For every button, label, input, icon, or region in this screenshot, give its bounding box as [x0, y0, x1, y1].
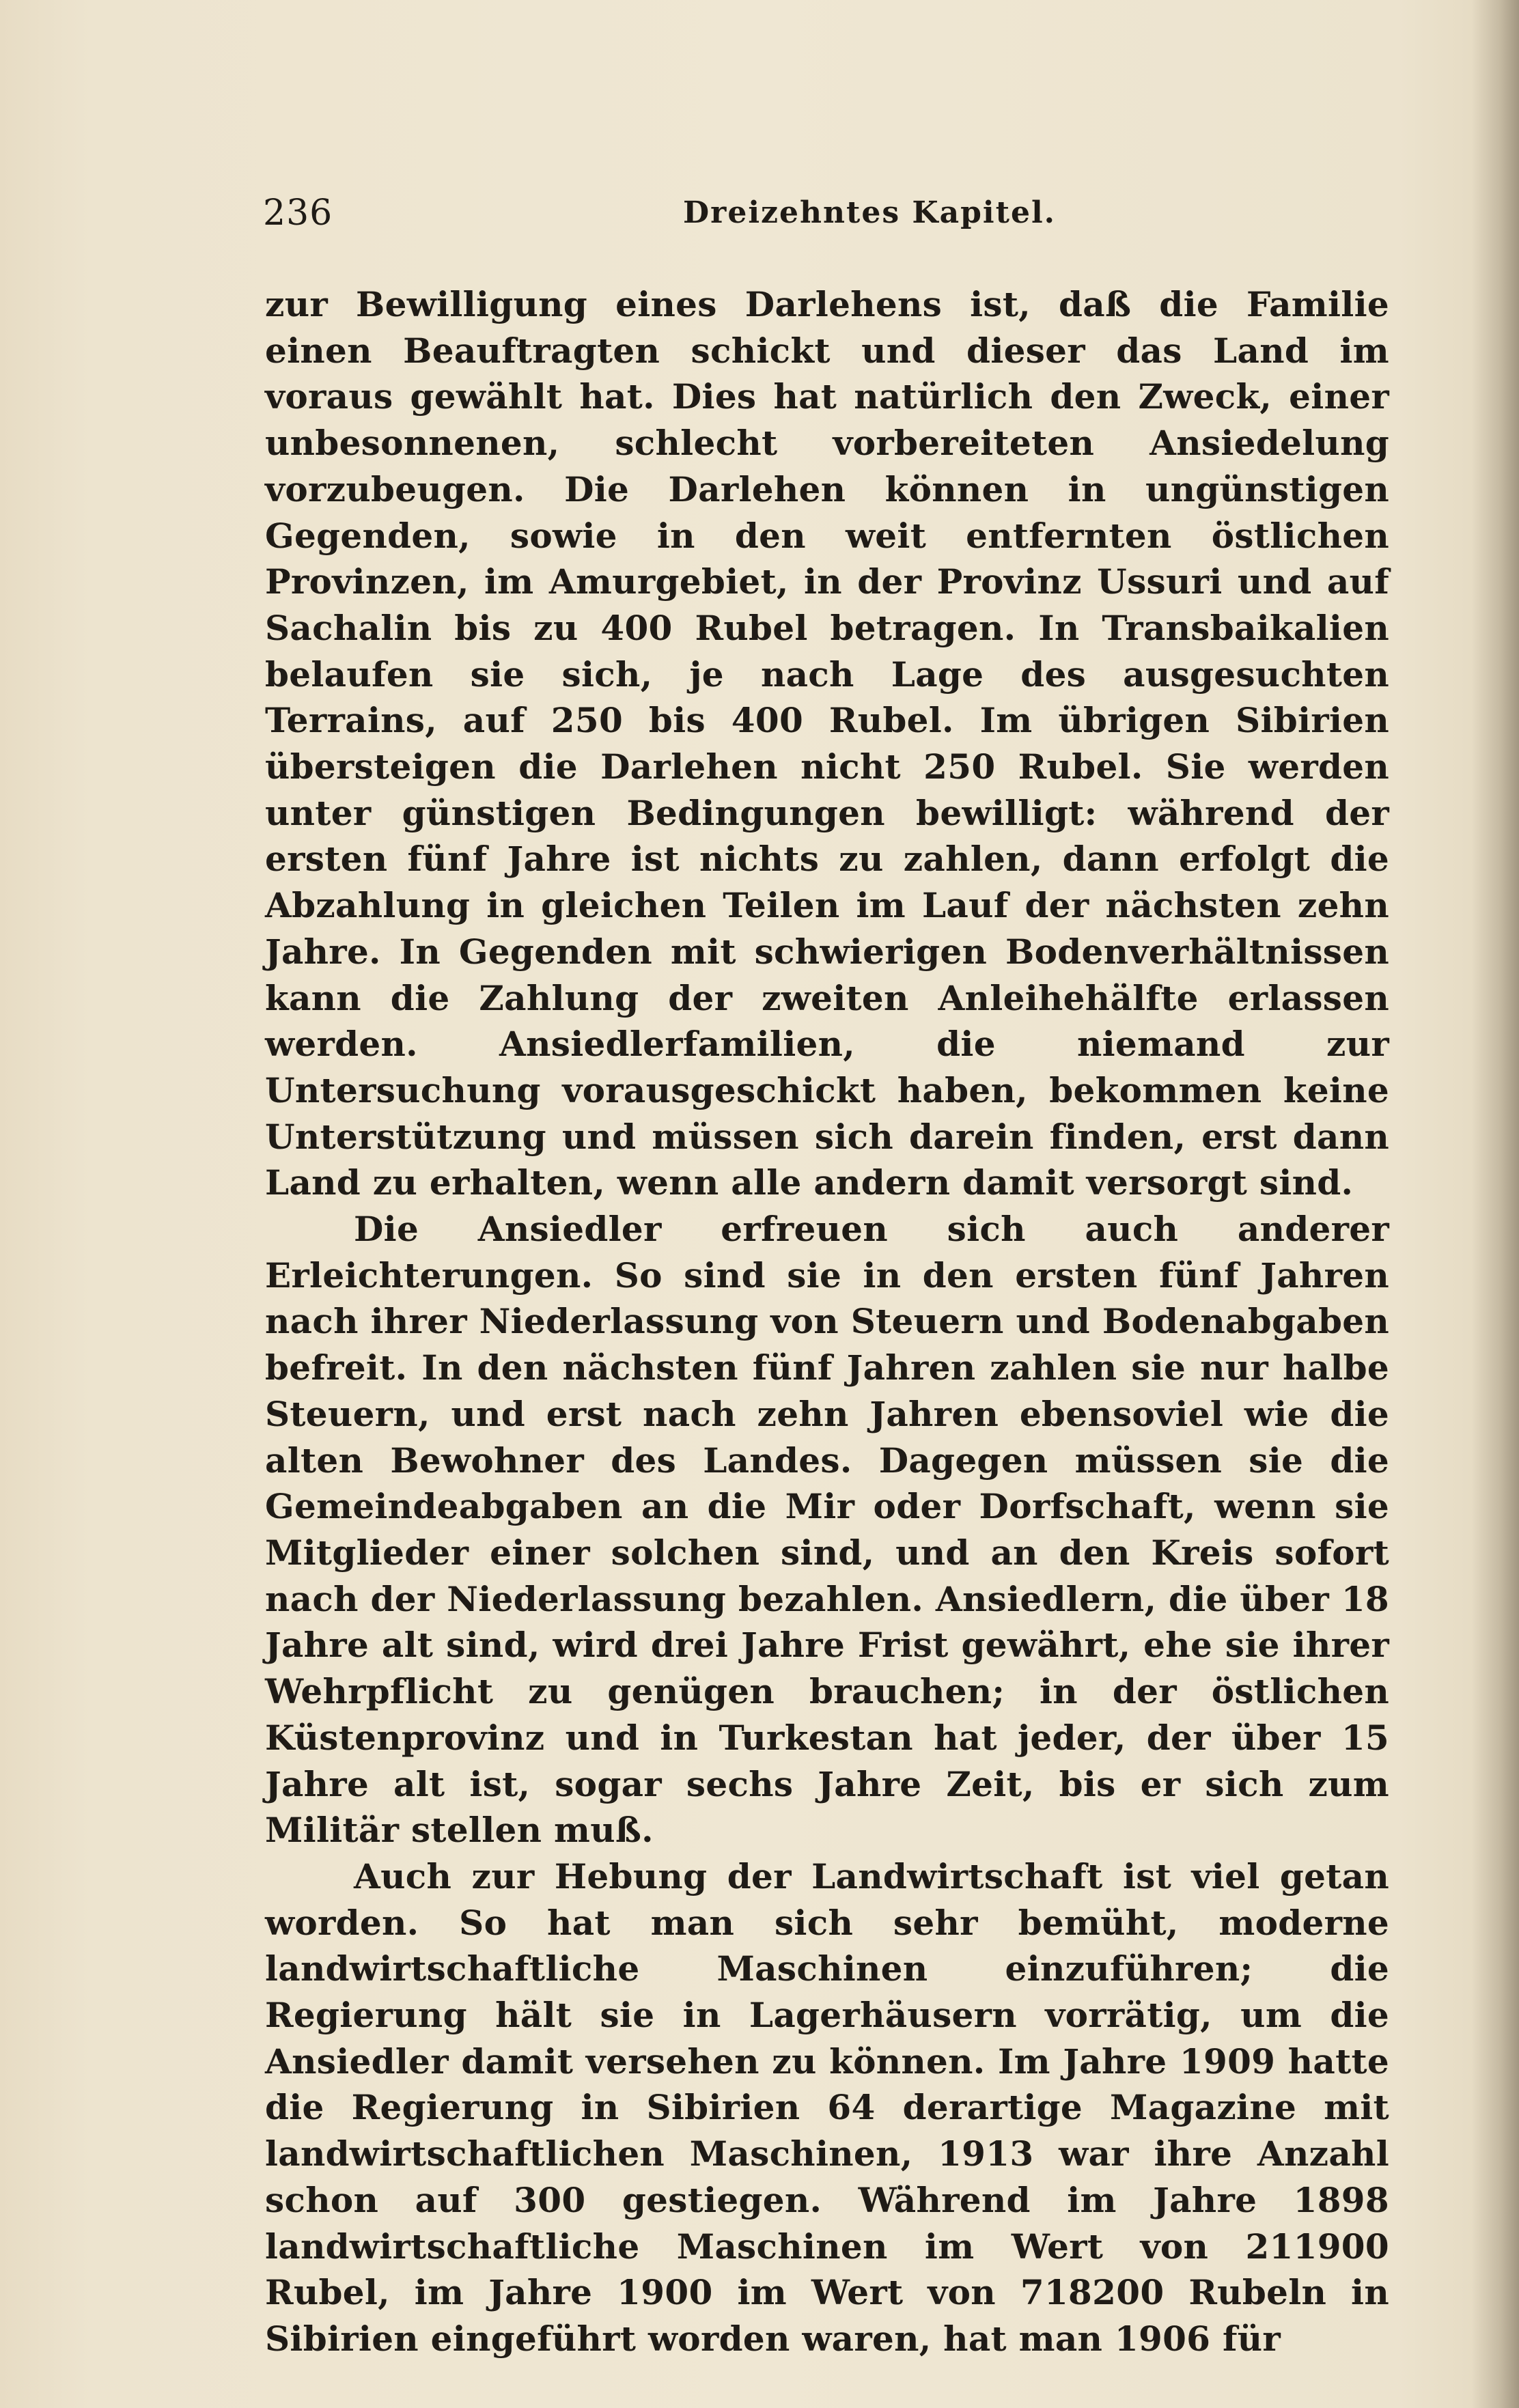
paragraph: Auch zur Hebung der Landwirtschaft ist viel getan worden. So hat man sich sehr bemüht, moderne landwirtschaftliche Maschinen einzuführen; die Regierung hält sie in Lagerhäusern vorrätig, um die Ansiedler damit versehen zu können. Im Jahre 1909 hatte die Regierung in Sibirien 64 derartige Magazine mit landwirtschaftlichen Maschinen, 1913 war ihre Anzahl schon auf 300 gestiegen. Während im Jahre 1898 landwirtschaftliche Maschinen im Wert von 211900 Rubel, im Jahre 1900 im Wert von 718200 Rubeln in Sibirien eingeführt worden waren, hat man 1906 für: [265, 1856, 1389, 2359]
page-header: [263, 193, 1390, 240]
page-number: 236: [263, 193, 333, 234]
paragraph: Die Ansiedler erfreuen sich auch anderer Erleichterungen. So sind sie in den ersten fünf Jahren nach ihrer Niederlassung von Steuern und Bodenabgaben befreit. In den nächsten fünf Jahren zahlen sie nur halbe Steuern, und erst nach zehn Jahren ebensoviel wie die alten Bewohner des Landes. Dagegen müssen sie die Gemeindeabgaben an die Mir oder Dorfschaft, wenn sie Mitglieder einer solchen sind, und an den Kreis sofort nach der Niederlassung bezahlen. Ansiedlern, die über 18 Jahre alt sind, wird drei Jahre Frist gewährt, ehe sie ihrer Wehrpflicht zu genügen brauchen; in der östlichen Küstenprovinz und in Turkestan hat jeder, der über 15 Jahre alt ist, sogar sechs Jahre Zeit, bis er sich zum Militär stellen muß.: [265, 1209, 1389, 1851]
body-text: [265, 281, 1389, 2362]
running-title: Dreizehntes Kapitel.: [683, 195, 1056, 230]
page-edge-shadow: [1471, 0, 1519, 2408]
paragraph-continued: zur Bewilligung eines Darlehens ist, daß die Familie einen Beauftragten schickt und dieser das Land im voraus gewählt hat. Dies hat natürlich den Zweck, einer unbesonnenen, schlecht vorbereiteten Ansiedelung vorzubeugen. Die Darlehen können in ungünstigen Gegenden, sowie in den weit entfernten östlichen Provinzen, im Amurgebiet, in der Provinz Ussuri und auf Sachalin bis zu 400 Rubel betragen. In Transbaikalien belaufen sie sich, je nach Lage des ausgesuchten Terrains, auf 250 bis 400 Rubel. Im übrigen Sibirien übersteigen die Darlehen nicht 250 Rubel. Sie werden unter günstigen Bedingungen bewilligt: während der ersten fünf Jahre ist nichts zu zahlen, dann erfolgt die Abzahlung in gleichen Teilen im Lauf der nächsten zehn Jahre. In Gegenden mit schwierigen Bodenverhältnissen kann die Zahlung der zweiten Anleihehälfte erlassen werden. Ansiedlerfamilien, die niemand zur Untersuchung vorausgeschickt haben, bekommen keine Unterstützung und müssen sich darein finden, erst dann Land zu erhalten, wenn alle andern damit versorgt sind.: [265, 284, 1389, 1203]
